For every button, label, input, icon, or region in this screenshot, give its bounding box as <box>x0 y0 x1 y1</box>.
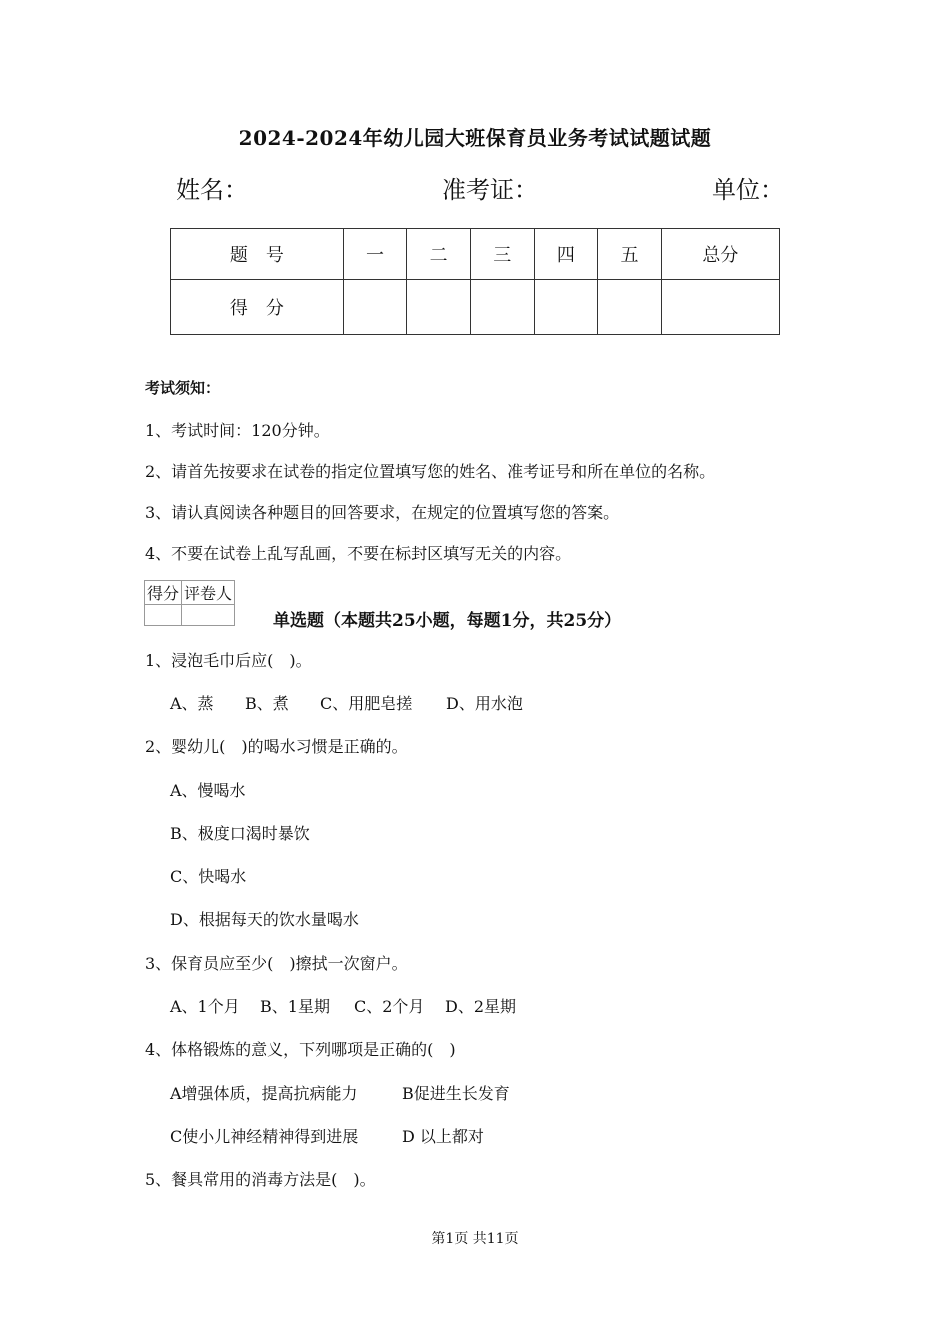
score-table <box>170 228 780 335</box>
score-table-header-5: 五 <box>598 229 662 280</box>
question-2: 2、婴幼儿( )的喝水习惯是正确的。 <box>145 737 408 756</box>
question-1: 1、浸泡毛巾后应( )。 <box>145 651 312 670</box>
score-table-header-row <box>171 229 780 280</box>
question-5: 5、餐具常用的消毒方法是( )。 <box>145 1170 376 1189</box>
question-4: 4、体格锻炼的意义，下列哪项是正确的( ) <box>145 1040 456 1059</box>
score-table-score-row <box>171 280 780 335</box>
option[interactable]: C、快喝水 <box>170 867 247 886</box>
grader-reviewer-cell[interactable] <box>182 605 235 626</box>
score-cell-total[interactable] <box>661 280 779 335</box>
notice-item: 3、请认真阅读各种题目的回答要求，在规定的位置填写您的答案。 <box>145 503 620 522</box>
notice-item: 1、考试时间：120分钟。 <box>145 421 330 440</box>
score-table-header-3: 三 <box>470 229 534 280</box>
question-4-options-row-1 <box>170 1081 510 1104</box>
document-title: 2024-2024年幼儿园大班保育员业务考试试题试题 <box>238 126 712 150</box>
grader-score-cell[interactable] <box>145 605 182 626</box>
question-1-options <box>170 691 523 714</box>
option[interactable]: D、2星期 <box>445 997 517 1016</box>
option[interactable]: C、用肥皂搓 <box>320 694 413 713</box>
score-table-score-label: 得 分 <box>171 280 344 335</box>
name-field-label: 姓名： <box>176 176 248 204</box>
option[interactable]: C使小儿神经精神得到进展 <box>170 1127 359 1146</box>
option[interactable]: B促进生长发育 <box>402 1084 510 1103</box>
score-table-header-1: 一 <box>343 229 407 280</box>
grader-score-label: 得分 <box>145 581 182 605</box>
score-cell[interactable] <box>534 280 598 335</box>
option[interactable]: A、1个月 <box>170 997 240 1016</box>
option[interactable]: D、用水泡 <box>446 694 523 713</box>
option[interactable]: A、慢喝水 <box>170 781 246 800</box>
score-cell[interactable] <box>343 280 407 335</box>
option[interactable]: B、极度口渴时暴饮 <box>170 824 310 843</box>
score-table-header-label: 题 号 <box>171 229 344 280</box>
exam-id-field-label: 准考证： <box>442 176 538 204</box>
option[interactable]: D、根据每天的饮水量喝水 <box>170 910 359 929</box>
score-cell[interactable] <box>407 280 471 335</box>
page-footer: 第1页 共11页 <box>431 1231 519 1247</box>
score-table-header-4: 四 <box>534 229 598 280</box>
grader-box <box>144 580 235 626</box>
option[interactable]: A、蒸 <box>170 694 214 713</box>
notice-item: 2、请首先按要求在试卷的指定位置填写您的姓名、准考证号和所在单位的名称。 <box>145 462 716 481</box>
option[interactable]: C、2个月 <box>354 997 425 1016</box>
score-cell[interactable] <box>598 280 662 335</box>
option[interactable]: B、煮 <box>245 694 289 713</box>
score-table-header-total: 总分 <box>661 229 779 280</box>
notice-heading: 考试须知： <box>145 379 221 397</box>
grader-reviewer-label: 评卷人 <box>182 581 235 605</box>
score-cell[interactable] <box>470 280 534 335</box>
question-3: 3、保育员应至少( )擦拭一次窗户。 <box>145 954 408 973</box>
question-3-options <box>170 994 516 1017</box>
notice-item: 4、不要在试卷上乱写乱画，不要在标封区填写无关的内容。 <box>145 544 572 563</box>
option[interactable]: B、1星期 <box>260 997 330 1016</box>
unit-field-label: 单位： <box>712 176 784 204</box>
question-4-options-row-2 <box>170 1124 484 1147</box>
score-table-header-2: 二 <box>407 229 471 280</box>
option[interactable]: A增强体质，提高抗病能力 <box>170 1084 358 1103</box>
option[interactable]: D 以上都对 <box>402 1127 484 1146</box>
section-title: 单选题（本题共25小题，每题1分，共25分） <box>273 611 622 631</box>
